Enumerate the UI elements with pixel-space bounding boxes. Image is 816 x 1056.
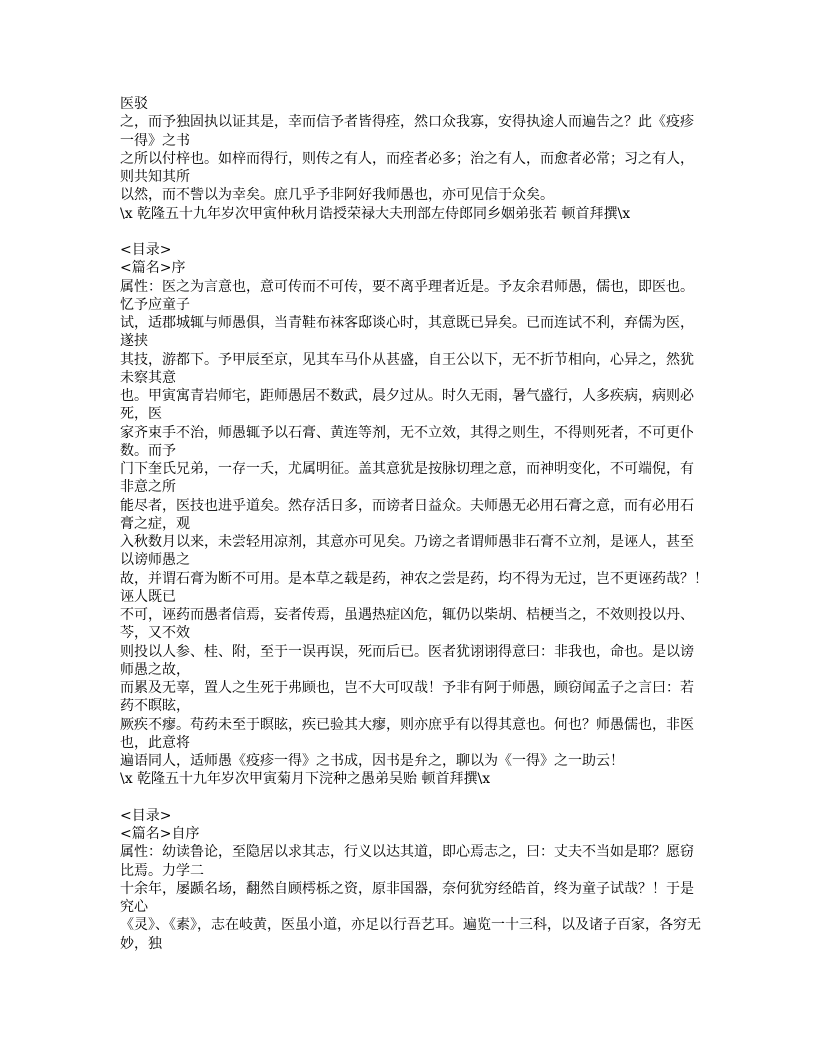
text-line: 而累及无辜，置人之生死于弗顾也，岂不大可叹哉！予非有阿于师愚，顾窃闻孟子之言曰：若: [120, 680, 694, 696]
text-line: 属性：医之为言意也，意可传而不可传，要不离乎理者近是。予友余君师愚，儒也，即医也。: [120, 278, 694, 295]
text-line: 数。而予: [120, 442, 176, 459]
text-line: 则共知其所: [120, 169, 190, 185]
text-line: 师愚之故，: [120, 661, 190, 678]
text-line: 十余年，屡踬名场，翻然自顾樗栎之资，原非国器，奈何犹穷经皓首，终为童子试哉？！于是: [120, 880, 694, 897]
text-line: 门下奎氏兄弟，一存一夭，尤属明征。盖其意犹是按脉切理之意，而神明变化，不可端倪，有: [120, 461, 694, 477]
blank-line: [120, 223, 710, 241]
blank-line: [120, 789, 710, 807]
text-line: 则投以人参、桂、附，至于一误再误，死而后已。医者犹诩诩得意曰：非我也，命也。是以谤: [120, 643, 694, 660]
text-line: 以然，而不訾以为幸矣。庶几乎予非阿好我师愚也，亦可见信于众矣。: [120, 187, 554, 204]
text-line: 药不瞑眩，: [120, 698, 190, 715]
section-preface-wu: [120, 241, 710, 789]
text-line: 比焉。力学二: [120, 862, 204, 879]
text-line: 之，而予独固执以证其是，幸而信予者皆得痊，然口众我寡，安得执途人而遍告之？此《疫疹: [120, 114, 694, 131]
text-line: 也，此意将: [120, 734, 190, 751]
text-line: 非意之所: [120, 479, 176, 496]
text-line: 能尽者，医技也进乎道矣。然存活日多，而谤者日益众。夫师愚无必用石膏之意，而有必用石: [120, 497, 694, 514]
section-heading: 医驳: [120, 96, 148, 112]
text-line: 厥疾不瘳。苟药未至于瞑眩，疾已验其大瘳，则亦庶乎有以得其意也。何也？师愚儒也，非医: [120, 716, 694, 733]
text-line: 也。甲寅寓青岩师宅，距师愚居不数武，晨夕过从。时久无雨，暑气盛行，人多疾病，病则必: [120, 388, 694, 404]
section-title: <篇名>自序: [120, 826, 200, 842]
text-line: 家齐束手不治，师愚辄予以石膏、黄连等剂，无不立效，其得之则生，不得则死者，不可更仆: [120, 424, 694, 441]
text-line: 一得》之书: [120, 132, 190, 149]
text-line: 死，医: [120, 406, 162, 423]
text-line: 遍语同人，适师愚《疫疹一得》之书成，因书是弁之，聊以为《一得》之一助云！: [120, 753, 624, 769]
document-page: [120, 95, 710, 953]
text-line: 妙，独: [120, 935, 162, 952]
text-line: 属性：幼读鲁论，至隐居以求其志，行义以达其道，即心焉志之，曰：丈夫不当如是耶？愿窃: [120, 844, 694, 861]
section-preface-self: [120, 807, 710, 953]
text-line: 以谤师愚之: [120, 552, 190, 569]
section-preface-zhang: [120, 95, 710, 223]
text-line: 诬人既已: [120, 588, 176, 605]
toc-label: <目录>: [120, 807, 172, 824]
text-line: 其技，游都下。予甲辰至京，见其车马仆从甚盛，自王公以下，无不折节相向，心异之，然犹: [120, 351, 694, 368]
text-line: 未察其意: [120, 369, 176, 386]
text-line: 究心: [120, 899, 148, 915]
text-line: 膏之症，观: [120, 515, 190, 532]
text-line: 入秋数月以来，未尝轻用凉剂，其意亦可见矣。乃谤之者谓师愚非石膏不立剂，是诬人，甚至: [120, 534, 694, 550]
text-line: 忆予应童子: [120, 296, 190, 313]
text-line: 之所以付梓也。如梓而得行，则传之有人，而痊者必多；治之有人，而愈者必常；习之有人，: [120, 150, 694, 167]
signature-line: \x 乾隆五十九年岁次甲寅菊月下浣种之愚弟吴贻 顿首拜撰\x: [120, 771, 491, 788]
section-title: <篇名>序: [120, 260, 186, 277]
text-line: 遂挟: [120, 333, 148, 350]
text-line: 故，并谓石膏为断不可用。是本草之载是药，神农之尝是药，均不得为无过，岂不更诬药哉？！: [120, 570, 708, 587]
text-line: 芩，又不效: [120, 625, 190, 642]
text-line: 《灵》、《素》，志在岐黄，医虽小道，亦足以行吾艺耳。遍览一十三科，以及诸子百家，各穷无: [120, 917, 701, 934]
signature-line: \x 乾隆五十九年岁次甲寅仲秋月诰授荣禄大夫刑部左侍郎同乡姻弟张若 顿首拜撰\x: [120, 205, 631, 222]
text-line: 不可，诬药而愚者信焉，妄者传焉，虽遇热症凶危，辄仍以柴胡、桔梗当之，不效则投以丹、: [120, 607, 694, 623]
toc-label: <目录>: [120, 242, 172, 258]
text-line: 试，适郡城辄与师愚俱，当青鞋布袜客邸谈心时，其意既已异矣。已而连试不利，弃儒为医，: [120, 315, 694, 331]
